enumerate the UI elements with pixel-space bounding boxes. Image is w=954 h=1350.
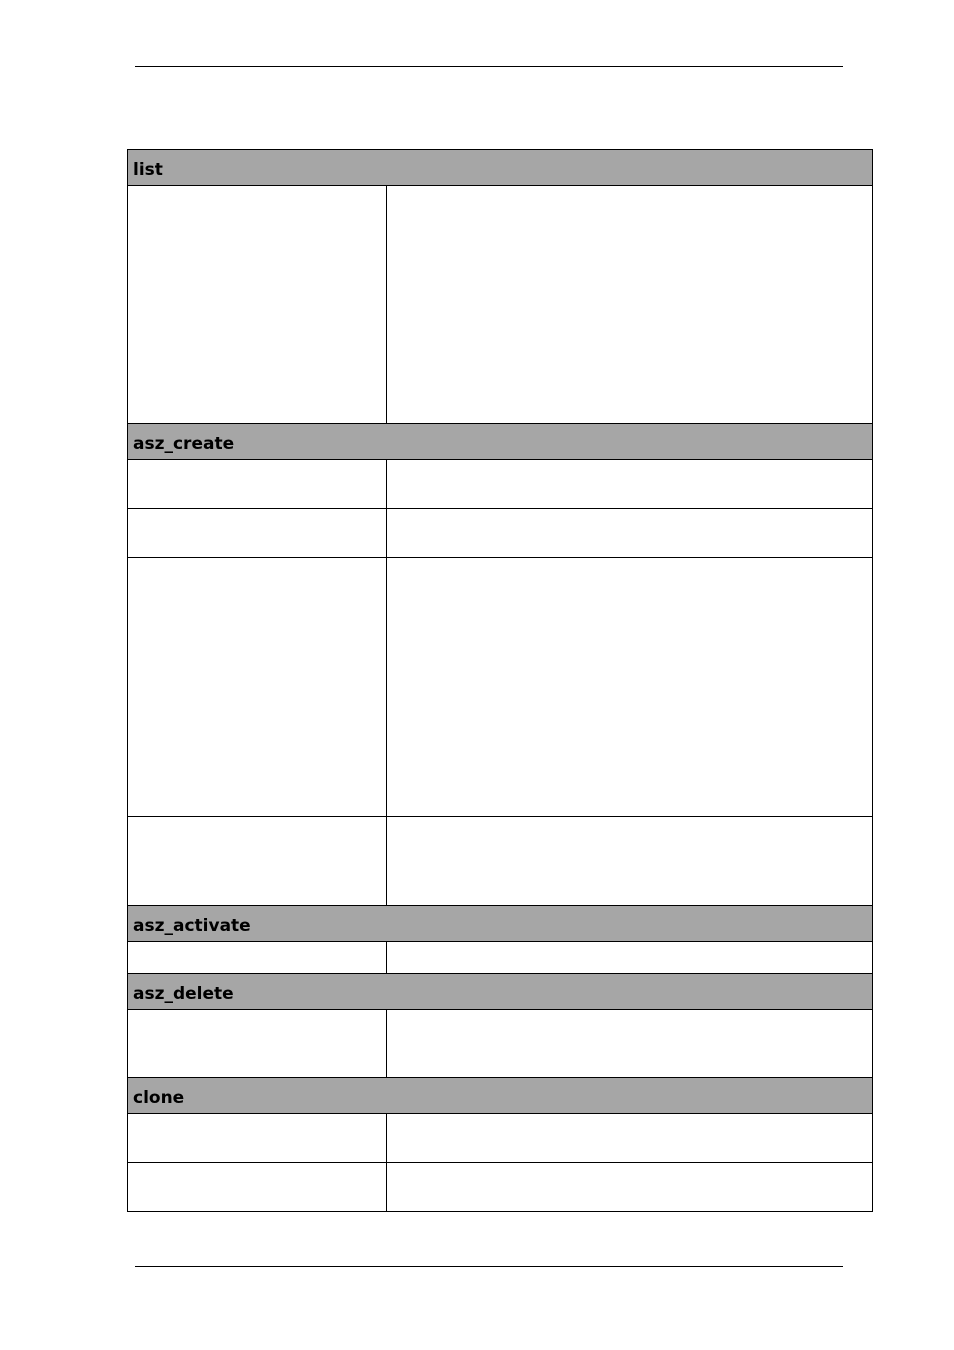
table-cell-value xyxy=(387,817,873,906)
table-cell-value xyxy=(387,509,873,558)
table-row xyxy=(128,1114,873,1163)
table-cell-value xyxy=(387,1010,873,1078)
table-cell-key xyxy=(128,1010,387,1078)
section-title: asz_create xyxy=(133,433,235,454)
table-cell-key xyxy=(128,509,387,558)
section-title: asz_delete xyxy=(133,983,234,1004)
table-cell-key xyxy=(128,942,387,974)
table-cell-key xyxy=(128,817,387,906)
table-row xyxy=(128,1010,873,1078)
table-cell-value xyxy=(387,558,873,817)
section-header-asz-activate xyxy=(128,906,873,942)
table-row xyxy=(128,460,873,509)
section-title: list xyxy=(133,159,163,180)
table-cell-key xyxy=(128,186,387,424)
table-cell-value xyxy=(387,1114,873,1163)
footer-rule xyxy=(135,1266,843,1267)
table-row xyxy=(128,817,873,906)
table-cell-key xyxy=(128,460,387,509)
table-cell-key xyxy=(128,1114,387,1163)
section-title: asz_activate xyxy=(133,915,251,936)
table-row xyxy=(128,1163,873,1212)
table-row xyxy=(128,509,873,558)
section-title: clone xyxy=(133,1087,185,1108)
table-cell-key xyxy=(128,558,387,817)
section-header-asz-delete xyxy=(128,974,873,1010)
table-cell-key xyxy=(128,1163,387,1212)
section-header-clone xyxy=(128,1078,873,1114)
table-cell-value xyxy=(387,942,873,974)
table-row xyxy=(128,942,873,974)
table-row xyxy=(128,186,873,424)
table-row xyxy=(128,558,873,817)
table-cell-value xyxy=(387,460,873,509)
table-cell-value xyxy=(387,186,873,424)
table-cell-value xyxy=(387,1163,873,1212)
command-table xyxy=(127,149,873,1212)
section-header-asz-create xyxy=(128,424,873,460)
header-rule xyxy=(135,66,843,67)
section-header-list xyxy=(128,150,873,186)
